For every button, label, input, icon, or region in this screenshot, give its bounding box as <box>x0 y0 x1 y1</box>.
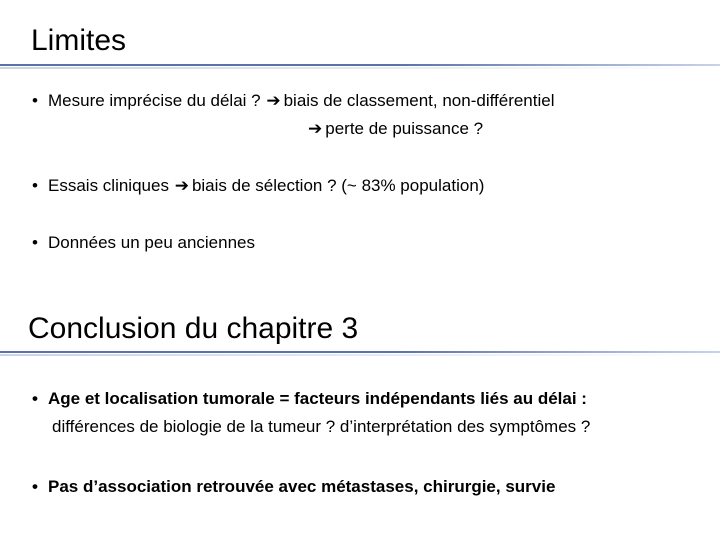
title-underline <box>0 351 720 357</box>
bullet-dot: • <box>32 176 38 195</box>
bullet-text: biais de sélection ? (~ 83% population) <box>191 176 485 195</box>
right-arrow-icon: ➔ <box>266 91 281 110</box>
bullet-text: Essais cliniques <box>48 176 169 195</box>
bullet-dot: • <box>32 389 38 408</box>
bullet-item <box>32 232 255 254</box>
bullet-item <box>32 175 484 197</box>
bullet-dot: • <box>32 233 38 252</box>
bullet-item <box>32 476 555 498</box>
title-underline <box>0 64 720 70</box>
bullet-text: Données un peu anciennes <box>48 233 255 252</box>
underline-light <box>0 354 720 356</box>
bullet-dot: • <box>32 91 38 110</box>
section-title-limites: Limites <box>31 24 127 57</box>
bullet-text: Pas d’association retrouvée avec métastases, chirurgie, survie <box>48 477 556 496</box>
right-arrow-icon: ➔ <box>308 119 323 138</box>
bullet-text: différences de biologie de la tumeur ? d’interprétation des symptômes ? <box>52 417 591 436</box>
underline-dark <box>0 64 720 66</box>
bullet-text: Mesure imprécise du délai ? <box>48 91 261 110</box>
bullet-item <box>32 388 587 410</box>
bullet-text: Age et localisation tumorale = facteurs indépendants liés au délai : <box>48 389 587 408</box>
section-title-conclusion: Conclusion du chapitre 3 <box>28 312 359 345</box>
underline-dark <box>0 351 720 353</box>
right-arrow-icon: ➔ <box>174 176 189 195</box>
bullet-dot: • <box>32 477 38 496</box>
bullet-item <box>32 90 555 112</box>
underline-light <box>0 67 720 69</box>
bullet-continuation <box>307 118 483 140</box>
bullet-text: biais de classement, non-différentiel <box>283 91 555 110</box>
bullet-text: perte de puissance ? <box>325 119 484 138</box>
bullet-continuation <box>52 416 590 438</box>
